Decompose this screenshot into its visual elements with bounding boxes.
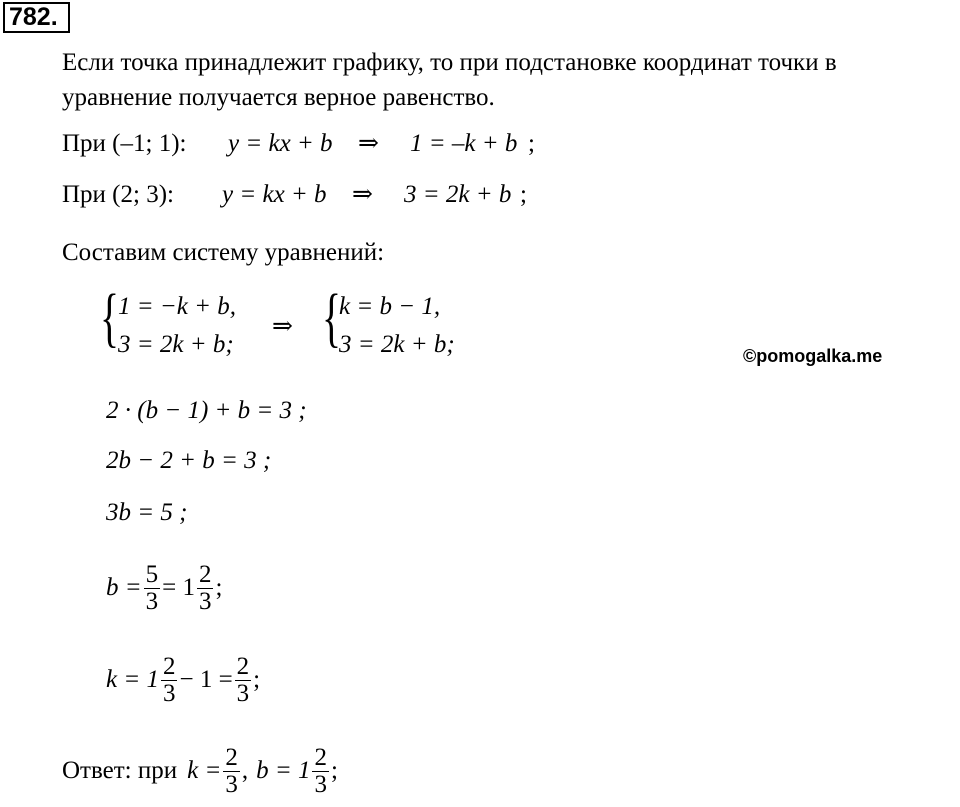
k-mid: − 1 =: [179, 666, 233, 693]
step-3: 3b = 5 ;: [106, 499, 188, 526]
right-brace: {: [322, 281, 342, 354]
system-heading: Составим систему уравнений:: [62, 239, 385, 266]
b-mixed-num: 2: [198, 560, 212, 588]
point1-formula: y = kx + b: [228, 130, 333, 157]
point2-formula: y = kx + b: [222, 181, 327, 208]
system-implies: ⇒: [272, 313, 293, 340]
k-fraction-den: 3: [236, 679, 250, 707]
b-mixed-fraction: [197, 562, 214, 615]
point2-label: При (2; 3):: [62, 181, 174, 208]
system-right-eq2: 3 = 2k + b;: [339, 331, 455, 358]
b-fraction-num: 5: [145, 560, 159, 588]
answer-b-den: 3: [314, 770, 327, 798]
b-fraction-den: 3: [145, 587, 159, 615]
answer-end: ;: [330, 757, 338, 784]
answer-b-lhs: b = 1: [256, 757, 311, 784]
b-fraction: [144, 562, 161, 615]
k-end: ;: [253, 666, 261, 693]
answer-sep: ,: [241, 757, 249, 784]
k-fraction-num: 2: [236, 652, 250, 680]
step-1: 2 · (b − 1) + b = 3 ;: [106, 397, 307, 424]
point2-result: 3 = 2k + b: [404, 181, 512, 208]
point1-implies: ⇒: [358, 130, 379, 157]
k-mixed-den: 3: [162, 679, 176, 707]
problem-number: 782.: [3, 2, 70, 33]
system-left-eq2: 3 = 2k + b;: [118, 331, 234, 358]
point2-end: ;: [520, 181, 527, 208]
b-eq: = 1: [162, 574, 195, 601]
step-k-value: [106, 645, 260, 715]
b-lhs: b =: [106, 574, 142, 601]
b-end: ;: [215, 574, 223, 601]
answer: [62, 735, 338, 807]
k-mixed-num: 2: [162, 652, 176, 680]
step-b-value: [106, 553, 222, 623]
answer-k-den: 3: [225, 770, 238, 798]
answer-label: Ответ: при: [62, 757, 178, 784]
k-fraction: [235, 654, 252, 707]
step-2: 2b − 2 + b = 3 ;: [106, 447, 272, 474]
k-mixed-fraction: [161, 654, 178, 707]
answer-k-lhs: k =: [187, 757, 222, 784]
answer-k-fraction: [223, 745, 240, 798]
intro-line-1: Если точка принадлежит графику, то при подстановке координат точки в: [62, 49, 837, 76]
intro-line-2: уравнение получается верное равенство.: [62, 84, 495, 111]
b-mixed-den: 3: [198, 587, 212, 615]
point1-end: ;: [528, 130, 535, 157]
point2-implies: ⇒: [352, 181, 373, 208]
answer-b-fraction: [312, 745, 329, 798]
watermark: ©pomogalka.me: [743, 346, 883, 366]
point1-result: 1 = –k + b: [410, 130, 518, 157]
system-left-eq1: 1 = −k + b,: [118, 293, 236, 320]
k-lhs: k = 1: [106, 666, 159, 693]
answer-k-num: 2: [225, 743, 238, 771]
left-brace: {: [100, 281, 120, 354]
system-right-eq1: k = b − 1,: [339, 293, 441, 320]
point1-label: При (–1; 1):: [62, 130, 187, 157]
answer-b-num: 2: [314, 743, 327, 771]
